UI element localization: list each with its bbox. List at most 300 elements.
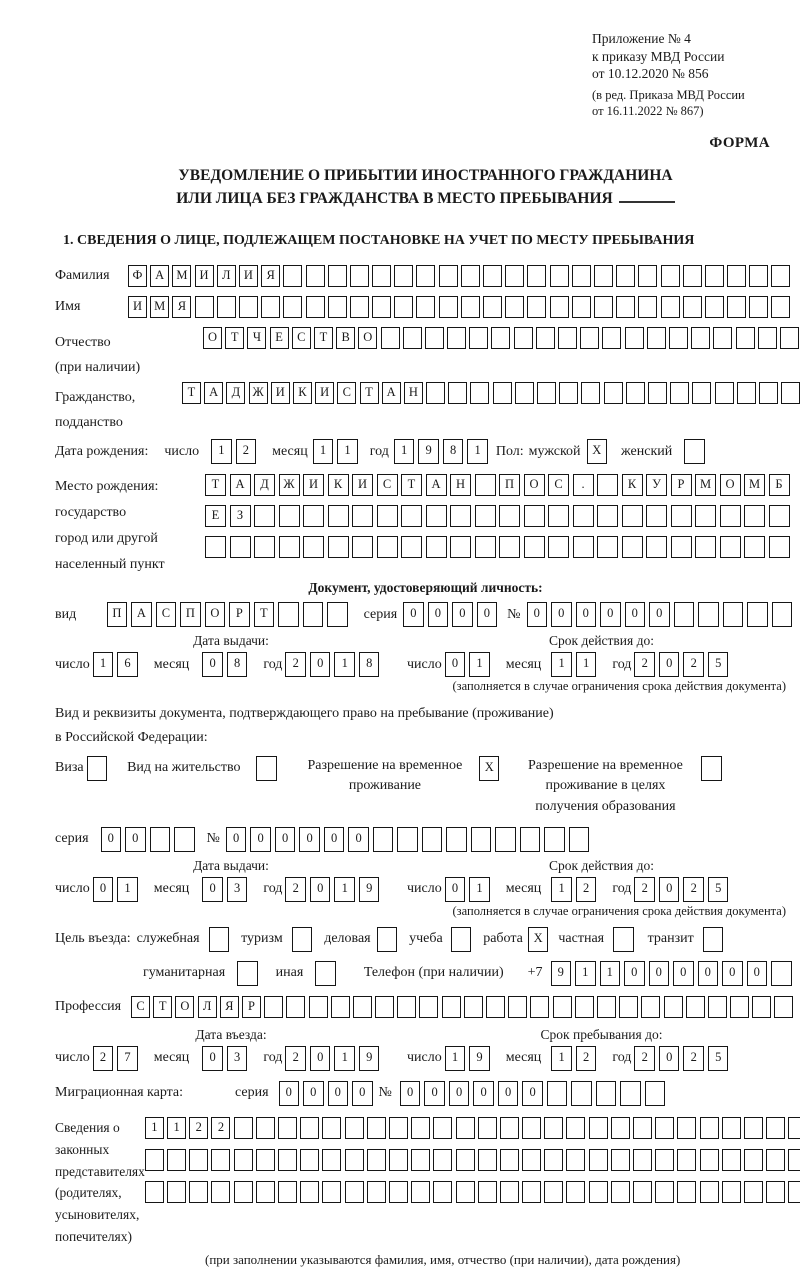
char-cell[interactable]: Т — [182, 382, 201, 404]
char-cell[interactable]: 2 — [683, 652, 704, 677]
char-cell[interactable] — [483, 265, 502, 287]
char-cell[interactable] — [766, 1181, 785, 1203]
char-cell[interactable] — [580, 327, 599, 349]
char-cell[interactable] — [788, 1149, 800, 1171]
char-cell[interactable] — [469, 327, 488, 349]
char-cell[interactable] — [686, 996, 705, 1018]
char-cell[interactable] — [303, 602, 324, 627]
char-cell[interactable]: 0 — [328, 1081, 349, 1106]
char-cell[interactable] — [145, 1149, 164, 1171]
char-cell[interactable] — [674, 602, 695, 627]
char-cell[interactable] — [622, 505, 643, 527]
char-cell[interactable] — [234, 1181, 253, 1203]
char-cell[interactable] — [589, 1149, 608, 1171]
char-cell[interactable]: Т — [360, 382, 379, 404]
char-cell[interactable]: 1 — [551, 652, 572, 677]
char-cell[interactable]: С — [131, 996, 150, 1018]
char-cell[interactable] — [550, 296, 569, 318]
char-cell[interactable] — [352, 536, 373, 558]
char-cell[interactable] — [572, 296, 591, 318]
char-cell[interactable]: 0 — [226, 827, 247, 852]
char-cell[interactable] — [377, 505, 398, 527]
char-cell[interactable] — [769, 505, 790, 527]
char-cell[interactable] — [698, 602, 719, 627]
char-cell[interactable]: К — [328, 474, 349, 496]
char-cell[interactable]: Я — [172, 296, 191, 318]
char-cell[interactable]: 5 — [708, 877, 729, 902]
char-cell[interactable] — [309, 996, 328, 1018]
char-cell[interactable]: С — [292, 327, 311, 349]
char-cell[interactable] — [671, 536, 692, 558]
char-cell[interactable]: 2 — [236, 439, 257, 464]
char-cell[interactable]: 1 — [167, 1117, 186, 1139]
char-cell[interactable] — [345, 1117, 364, 1139]
char-cell[interactable] — [350, 265, 369, 287]
char-cell[interactable] — [389, 1117, 408, 1139]
char-cell[interactable] — [596, 1081, 617, 1106]
char-cell[interactable] — [611, 1117, 630, 1139]
char-cell[interactable] — [411, 1117, 430, 1139]
char-cell[interactable]: 1 — [117, 877, 138, 902]
char-cell[interactable]: С — [337, 382, 356, 404]
char-cell[interactable]: Т — [205, 474, 226, 496]
char-cell[interactable] — [448, 382, 467, 404]
char-cell[interactable] — [520, 827, 541, 852]
char-cell[interactable] — [439, 265, 458, 287]
char-cell[interactable] — [345, 1149, 364, 1171]
char-cell[interactable] — [411, 1181, 430, 1203]
char-cell[interactable] — [536, 327, 555, 349]
char-cell[interactable] — [744, 1181, 763, 1203]
char-cell[interactable] — [664, 996, 683, 1018]
char-cell[interactable]: И — [195, 265, 214, 287]
char-cell[interactable] — [524, 536, 545, 558]
char-cell[interactable] — [788, 1181, 800, 1203]
char-cell[interactable] — [737, 382, 756, 404]
char-cell[interactable] — [736, 327, 755, 349]
char-cell[interactable] — [426, 536, 447, 558]
char-cell[interactable]: А — [204, 382, 223, 404]
other-checkbox[interactable] — [315, 961, 336, 986]
char-cell[interactable]: 3 — [227, 1046, 248, 1071]
char-cell[interactable] — [720, 505, 741, 527]
char-cell[interactable]: 3 — [227, 877, 248, 902]
char-cell[interactable] — [620, 1081, 641, 1106]
char-cell[interactable] — [500, 1117, 519, 1139]
char-cell[interactable] — [566, 1117, 585, 1139]
char-cell[interactable]: Т — [225, 327, 244, 349]
char-cell[interactable] — [500, 1149, 519, 1171]
char-cell[interactable] — [456, 1117, 475, 1139]
char-cell[interactable]: У — [646, 474, 667, 496]
char-cell[interactable] — [589, 1181, 608, 1203]
char-cell[interactable] — [446, 827, 467, 852]
char-cell[interactable] — [464, 996, 483, 1018]
char-cell[interactable]: . — [573, 474, 594, 496]
char-cell[interactable] — [508, 996, 527, 1018]
char-cell[interactable] — [758, 327, 777, 349]
char-cell[interactable]: 0 — [649, 961, 670, 986]
char-cell[interactable] — [475, 536, 496, 558]
char-cell[interactable]: 0 — [424, 1081, 445, 1106]
char-cell[interactable] — [522, 1149, 541, 1171]
char-cell[interactable] — [327, 602, 348, 627]
char-cell[interactable]: М — [150, 296, 169, 318]
char-cell[interactable]: 1 — [551, 877, 572, 902]
char-cell[interactable] — [677, 1149, 696, 1171]
char-cell[interactable]: 0 — [348, 827, 369, 852]
char-cell[interactable] — [403, 327, 422, 349]
char-cell[interactable] — [670, 382, 689, 404]
char-cell[interactable] — [752, 996, 771, 1018]
char-cell[interactable]: О — [524, 474, 545, 496]
char-cell[interactable] — [677, 1117, 696, 1139]
char-cell[interactable]: 0 — [473, 1081, 494, 1106]
char-cell[interactable] — [747, 602, 768, 627]
char-cell[interactable] — [633, 1181, 652, 1203]
char-cell[interactable] — [572, 265, 591, 287]
char-cell[interactable] — [450, 505, 471, 527]
char-cell[interactable]: 2 — [683, 877, 704, 902]
char-cell[interactable] — [695, 536, 716, 558]
char-cell[interactable] — [622, 536, 643, 558]
char-cell[interactable]: 9 — [359, 1046, 380, 1071]
char-cell[interactable]: С — [156, 602, 177, 627]
char-cell[interactable] — [730, 996, 749, 1018]
char-cell[interactable]: 0 — [625, 602, 646, 627]
char-cell[interactable] — [700, 1149, 719, 1171]
char-cell[interactable]: 2 — [285, 1046, 306, 1071]
char-cell[interactable] — [306, 265, 325, 287]
temp-residence-checkbox[interactable]: X — [479, 756, 500, 781]
char-cell[interactable] — [211, 1181, 230, 1203]
char-cell[interactable] — [401, 505, 422, 527]
char-cell[interactable] — [744, 1117, 763, 1139]
char-cell[interactable]: 8 — [227, 652, 248, 677]
char-cell[interactable] — [646, 536, 667, 558]
char-cell[interactable]: 1 — [551, 1046, 572, 1071]
char-cell[interactable] — [558, 327, 577, 349]
char-cell[interactable]: 0 — [659, 877, 680, 902]
char-cell[interactable]: Я — [261, 265, 280, 287]
char-cell[interactable] — [416, 296, 435, 318]
char-cell[interactable] — [633, 1117, 652, 1139]
char-cell[interactable] — [411, 1149, 430, 1171]
char-cell[interactable] — [377, 536, 398, 558]
char-cell[interactable] — [499, 505, 520, 527]
char-cell[interactable] — [478, 1117, 497, 1139]
char-cell[interactable]: 2 — [683, 1046, 704, 1071]
char-cell[interactable] — [174, 827, 195, 852]
char-cell[interactable]: С — [548, 474, 569, 496]
char-cell[interactable] — [328, 265, 347, 287]
char-cell[interactable] — [522, 1181, 541, 1203]
char-cell[interactable] — [230, 536, 251, 558]
char-cell[interactable] — [328, 505, 349, 527]
char-cell[interactable]: 0 — [428, 602, 449, 627]
char-cell[interactable] — [401, 536, 422, 558]
char-cell[interactable]: 0 — [445, 877, 466, 902]
char-cell[interactable] — [483, 296, 502, 318]
char-cell[interactable] — [471, 827, 492, 852]
char-cell[interactable] — [331, 996, 350, 1018]
char-cell[interactable]: З — [230, 505, 251, 527]
char-cell[interactable]: Ф — [128, 265, 147, 287]
char-cell[interactable] — [442, 996, 461, 1018]
char-cell[interactable] — [771, 265, 790, 287]
char-cell[interactable]: 0 — [303, 1081, 324, 1106]
char-cell[interactable]: П — [107, 602, 128, 627]
char-cell[interactable] — [322, 1149, 341, 1171]
char-cell[interactable]: И — [315, 382, 334, 404]
char-cell[interactable]: 1 — [93, 652, 114, 677]
char-cell[interactable]: 0 — [551, 602, 572, 627]
char-cell[interactable] — [373, 827, 394, 852]
char-cell[interactable] — [456, 1181, 475, 1203]
char-cell[interactable]: 0 — [624, 961, 645, 986]
char-cell[interactable] — [723, 602, 744, 627]
char-cell[interactable] — [419, 996, 438, 1018]
char-cell[interactable]: 0 — [299, 827, 320, 852]
char-cell[interactable] — [772, 602, 793, 627]
char-cell[interactable]: 0 — [527, 602, 548, 627]
char-cell[interactable] — [597, 505, 618, 527]
char-cell[interactable] — [573, 505, 594, 527]
char-cell[interactable] — [527, 296, 546, 318]
char-cell[interactable]: 2 — [285, 652, 306, 677]
char-cell[interactable] — [505, 296, 524, 318]
char-cell[interactable] — [256, 1117, 275, 1139]
char-cell[interactable]: 2 — [634, 652, 655, 677]
char-cell[interactable] — [491, 327, 510, 349]
char-cell[interactable]: 7 — [117, 1046, 138, 1071]
char-cell[interactable] — [744, 1149, 763, 1171]
char-cell[interactable] — [278, 1117, 297, 1139]
char-cell[interactable] — [566, 1181, 585, 1203]
char-cell[interactable] — [375, 996, 394, 1018]
char-cell[interactable]: 5 — [708, 1046, 729, 1071]
char-cell[interactable] — [372, 296, 391, 318]
char-cell[interactable]: 0 — [125, 827, 146, 852]
char-cell[interactable] — [279, 536, 300, 558]
char-cell[interactable] — [604, 382, 623, 404]
char-cell[interactable] — [447, 327, 466, 349]
char-cell[interactable]: 0 — [449, 1081, 470, 1106]
char-cell[interactable]: И — [303, 474, 324, 496]
char-cell[interactable] — [727, 296, 746, 318]
char-cell[interactable]: 1 — [211, 439, 232, 464]
char-cell[interactable]: 1 — [145, 1117, 164, 1139]
char-cell[interactable] — [744, 536, 765, 558]
char-cell[interactable] — [283, 265, 302, 287]
char-cell[interactable]: 8 — [359, 652, 380, 677]
visa-checkbox[interactable] — [87, 756, 108, 781]
tourism-checkbox[interactable] — [292, 927, 313, 952]
char-cell[interactable] — [575, 996, 594, 1018]
char-cell[interactable] — [394, 265, 413, 287]
char-cell[interactable] — [602, 327, 621, 349]
char-cell[interactable] — [495, 827, 516, 852]
char-cell[interactable]: Ж — [279, 474, 300, 496]
char-cell[interactable]: Л — [217, 265, 236, 287]
char-cell[interactable] — [547, 1081, 568, 1106]
char-cell[interactable] — [350, 296, 369, 318]
char-cell[interactable]: М — [695, 474, 716, 496]
char-cell[interactable] — [217, 296, 236, 318]
char-cell[interactable] — [300, 1117, 319, 1139]
char-cell[interactable] — [569, 827, 590, 852]
char-cell[interactable] — [722, 1117, 741, 1139]
char-cell[interactable] — [683, 296, 702, 318]
char-cell[interactable] — [478, 1149, 497, 1171]
char-cell[interactable] — [352, 505, 373, 527]
char-cell[interactable] — [589, 1117, 608, 1139]
char-cell[interactable] — [256, 1181, 275, 1203]
char-cell[interactable] — [749, 265, 768, 287]
char-cell[interactable] — [626, 382, 645, 404]
char-cell[interactable] — [715, 382, 734, 404]
female-checkbox[interactable] — [684, 439, 705, 464]
char-cell[interactable] — [771, 296, 790, 318]
char-cell[interactable] — [700, 1181, 719, 1203]
char-cell[interactable]: 0 — [452, 602, 473, 627]
char-cell[interactable] — [515, 382, 534, 404]
char-cell[interactable] — [500, 1181, 519, 1203]
char-cell[interactable] — [671, 505, 692, 527]
char-cell[interactable] — [286, 996, 305, 1018]
char-cell[interactable]: А — [230, 474, 251, 496]
char-cell[interactable]: 0 — [498, 1081, 519, 1106]
char-cell[interactable]: 2 — [634, 877, 655, 902]
char-cell[interactable] — [625, 327, 644, 349]
char-cell[interactable] — [611, 1181, 630, 1203]
char-cell[interactable]: А — [131, 602, 152, 627]
char-cell[interactable]: А — [426, 474, 447, 496]
char-cell[interactable] — [394, 296, 413, 318]
char-cell[interactable]: 9 — [418, 439, 439, 464]
char-cell[interactable] — [254, 505, 275, 527]
humanitarian-checkbox[interactable] — [237, 961, 258, 986]
char-cell[interactable] — [619, 996, 638, 1018]
char-cell[interactable]: 1 — [600, 961, 621, 986]
char-cell[interactable] — [303, 505, 324, 527]
char-cell[interactable]: 8 — [443, 439, 464, 464]
char-cell[interactable]: 2 — [93, 1046, 114, 1071]
char-cell[interactable] — [645, 1081, 666, 1106]
char-cell[interactable] — [548, 536, 569, 558]
char-cell[interactable] — [279, 505, 300, 527]
char-cell[interactable] — [722, 1149, 741, 1171]
char-cell[interactable]: Е — [205, 505, 226, 527]
char-cell[interactable] — [397, 827, 418, 852]
study-checkbox[interactable] — [451, 927, 472, 952]
char-cell[interactable] — [769, 536, 790, 558]
char-cell[interactable] — [353, 996, 372, 1018]
char-cell[interactable] — [695, 505, 716, 527]
transit-checkbox[interactable] — [703, 927, 724, 952]
char-cell[interactable] — [306, 296, 325, 318]
char-cell[interactable]: 0 — [600, 602, 621, 627]
char-cell[interactable] — [461, 265, 480, 287]
char-cell[interactable]: 0 — [202, 652, 223, 677]
char-cell[interactable] — [470, 382, 489, 404]
char-cell[interactable] — [544, 1149, 563, 1171]
char-cell[interactable]: 0 — [673, 961, 694, 986]
char-cell[interactable]: Н — [450, 474, 471, 496]
char-cell[interactable]: 1 — [469, 652, 490, 677]
char-cell[interactable]: 0 — [403, 602, 424, 627]
char-cell[interactable] — [771, 961, 792, 986]
char-cell[interactable]: М — [172, 265, 191, 287]
char-cell[interactable] — [641, 996, 660, 1018]
char-cell[interactable]: 0 — [576, 602, 597, 627]
char-cell[interactable]: И — [128, 296, 147, 318]
char-cell[interactable] — [705, 265, 724, 287]
char-cell[interactable] — [780, 327, 799, 349]
char-cell[interactable] — [522, 1117, 541, 1139]
char-cell[interactable] — [559, 382, 578, 404]
char-cell[interactable] — [646, 505, 667, 527]
char-cell[interactable] — [189, 1181, 208, 1203]
char-cell[interactable]: 5 — [708, 652, 729, 677]
char-cell[interactable] — [145, 1181, 164, 1203]
char-cell[interactable]: 1 — [469, 877, 490, 902]
char-cell[interactable]: 1 — [334, 877, 355, 902]
char-cell[interactable] — [744, 505, 765, 527]
char-cell[interactable] — [661, 265, 680, 287]
char-cell[interactable] — [328, 296, 347, 318]
char-cell[interactable] — [638, 296, 657, 318]
char-cell[interactable]: 0 — [310, 1046, 331, 1071]
char-cell[interactable] — [167, 1149, 186, 1171]
char-cell[interactable] — [426, 505, 447, 527]
char-cell[interactable] — [616, 265, 635, 287]
char-cell[interactable] — [278, 602, 299, 627]
work-checkbox[interactable]: X — [528, 927, 549, 952]
char-cell[interactable] — [150, 827, 171, 852]
char-cell[interactable] — [611, 1149, 630, 1171]
char-cell[interactable]: К — [622, 474, 643, 496]
char-cell[interactable] — [597, 536, 618, 558]
char-cell[interactable]: Ж — [249, 382, 268, 404]
char-cell[interactable] — [381, 327, 400, 349]
char-cell[interactable] — [425, 327, 444, 349]
char-cell[interactable]: Р — [229, 602, 250, 627]
char-cell[interactable] — [774, 996, 793, 1018]
char-cell[interactable] — [416, 265, 435, 287]
char-cell[interactable] — [256, 1149, 275, 1171]
char-cell[interactable]: 1 — [575, 961, 596, 986]
char-cell[interactable] — [788, 1117, 800, 1139]
char-cell[interactable]: Т — [153, 996, 172, 1018]
char-cell[interactable]: 0 — [445, 652, 466, 677]
char-cell[interactable] — [647, 327, 666, 349]
char-cell[interactable] — [456, 1149, 475, 1171]
char-cell[interactable] — [655, 1181, 674, 1203]
char-cell[interactable] — [278, 1149, 297, 1171]
char-cell[interactable]: Д — [226, 382, 245, 404]
char-cell[interactable] — [544, 827, 565, 852]
char-cell[interactable] — [322, 1117, 341, 1139]
char-cell[interactable] — [300, 1149, 319, 1171]
char-cell[interactable] — [322, 1181, 341, 1203]
char-cell[interactable] — [633, 1149, 652, 1171]
char-cell[interactable] — [571, 1081, 592, 1106]
char-cell[interactable] — [537, 382, 556, 404]
char-cell[interactable] — [389, 1149, 408, 1171]
temp-residence-education-checkbox[interactable] — [701, 756, 722, 781]
char-cell[interactable] — [655, 1149, 674, 1171]
